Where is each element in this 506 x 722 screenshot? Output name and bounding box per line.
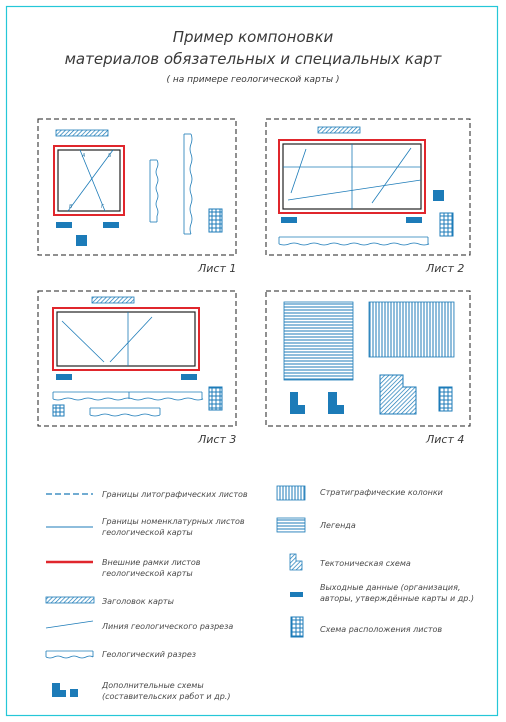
legend-item-section-line: Линия геологического разреза bbox=[102, 622, 234, 631]
tectonic-scheme bbox=[380, 375, 416, 414]
output-data-block bbox=[281, 217, 297, 223]
svg-text:А: А bbox=[82, 153, 86, 159]
legend-left bbox=[46, 490, 248, 701]
legend-item-outer-frame: Внешние рамки листов геологической карты bbox=[102, 558, 201, 578]
output-data-block bbox=[56, 222, 72, 228]
legend-item-legend: Легенда bbox=[320, 521, 356, 530]
legend-item-output-data: Выходные данные (организация, авторы, утверждённые карты и др.) bbox=[320, 583, 475, 603]
title-line-1: Пример компоновки bbox=[172, 28, 334, 46]
legend-block bbox=[284, 302, 353, 380]
extra-scheme bbox=[433, 190, 444, 201]
title-subtitle: ( на примере геологической карты ) bbox=[166, 75, 340, 85]
output-data-block bbox=[56, 374, 72, 380]
page-frame bbox=[7, 7, 498, 716]
sheet-3 bbox=[38, 291, 236, 446]
sheet-2 bbox=[266, 119, 470, 275]
output-data-block bbox=[406, 217, 422, 223]
map-title-bar bbox=[92, 297, 134, 303]
legend-symbol-tectonic bbox=[290, 554, 302, 570]
outer-map-frame bbox=[53, 308, 199, 370]
output-data-block bbox=[103, 222, 119, 228]
extra-scheme bbox=[76, 235, 87, 246]
extra-scheme bbox=[290, 392, 305, 414]
legend-symbol-legend bbox=[277, 518, 305, 532]
legend-symbol-section-line bbox=[46, 621, 93, 628]
map-title-bar bbox=[318, 127, 360, 133]
svg-text:Б: Б bbox=[108, 153, 112, 159]
output-data-block bbox=[181, 374, 197, 380]
legend-item-tectonic: Тектоническая схема bbox=[320, 559, 411, 568]
legend-item-sheet-layout: Схема расположения листов bbox=[320, 625, 443, 634]
title-line-2: материалов обязательных и специальных карт bbox=[64, 50, 442, 68]
sheet-1 bbox=[38, 119, 236, 275]
strat-column-block bbox=[369, 302, 454, 357]
svg-text:В: В bbox=[69, 204, 73, 210]
sheet-1-label: Лист 1 bbox=[198, 262, 237, 275]
sheet-4-label: Лист 4 bbox=[426, 433, 465, 446]
sheet-4 bbox=[266, 291, 470, 446]
legend-item-strat-columns: Стратиграфические колонки bbox=[320, 488, 443, 497]
sheet-3-label: Лист 3 bbox=[198, 433, 237, 446]
sheet-2-label: Лист 2 bbox=[426, 262, 465, 275]
legend-symbol-sheet-layout bbox=[291, 617, 303, 637]
sheet-layout-scheme bbox=[439, 387, 452, 411]
legend-item-map-title: Заголовок карты bbox=[102, 597, 174, 606]
sheet-layout-scheme bbox=[209, 387, 222, 410]
legend-item-litho-border: Границы литографических листов bbox=[102, 490, 248, 499]
sheet-layout-scheme bbox=[209, 209, 222, 232]
legend-right bbox=[277, 486, 474, 637]
legend-item-nomenclature-border: Границы номенклатурных листов геологической карты bbox=[102, 517, 245, 537]
legend-item-section: Геологический разрез bbox=[102, 650, 196, 659]
extra-scheme bbox=[53, 405, 64, 416]
map-title-bar bbox=[56, 130, 108, 136]
legend-symbol-strat-columns bbox=[277, 486, 305, 500]
legend-symbol-extra-schemes bbox=[52, 683, 78, 697]
outer-map-frame bbox=[54, 146, 124, 215]
legend-item-extra-schemes: Дополнительные схемы (составительских работ и др.) bbox=[102, 681, 231, 701]
legend-symbol-section bbox=[46, 651, 93, 658]
extra-scheme bbox=[328, 392, 344, 414]
legend-symbol-map-title bbox=[46, 597, 94, 603]
sheet-layout-scheme bbox=[440, 213, 453, 236]
svg-text:Г: Г bbox=[101, 204, 104, 210]
legend-symbol-output-data bbox=[290, 592, 303, 597]
